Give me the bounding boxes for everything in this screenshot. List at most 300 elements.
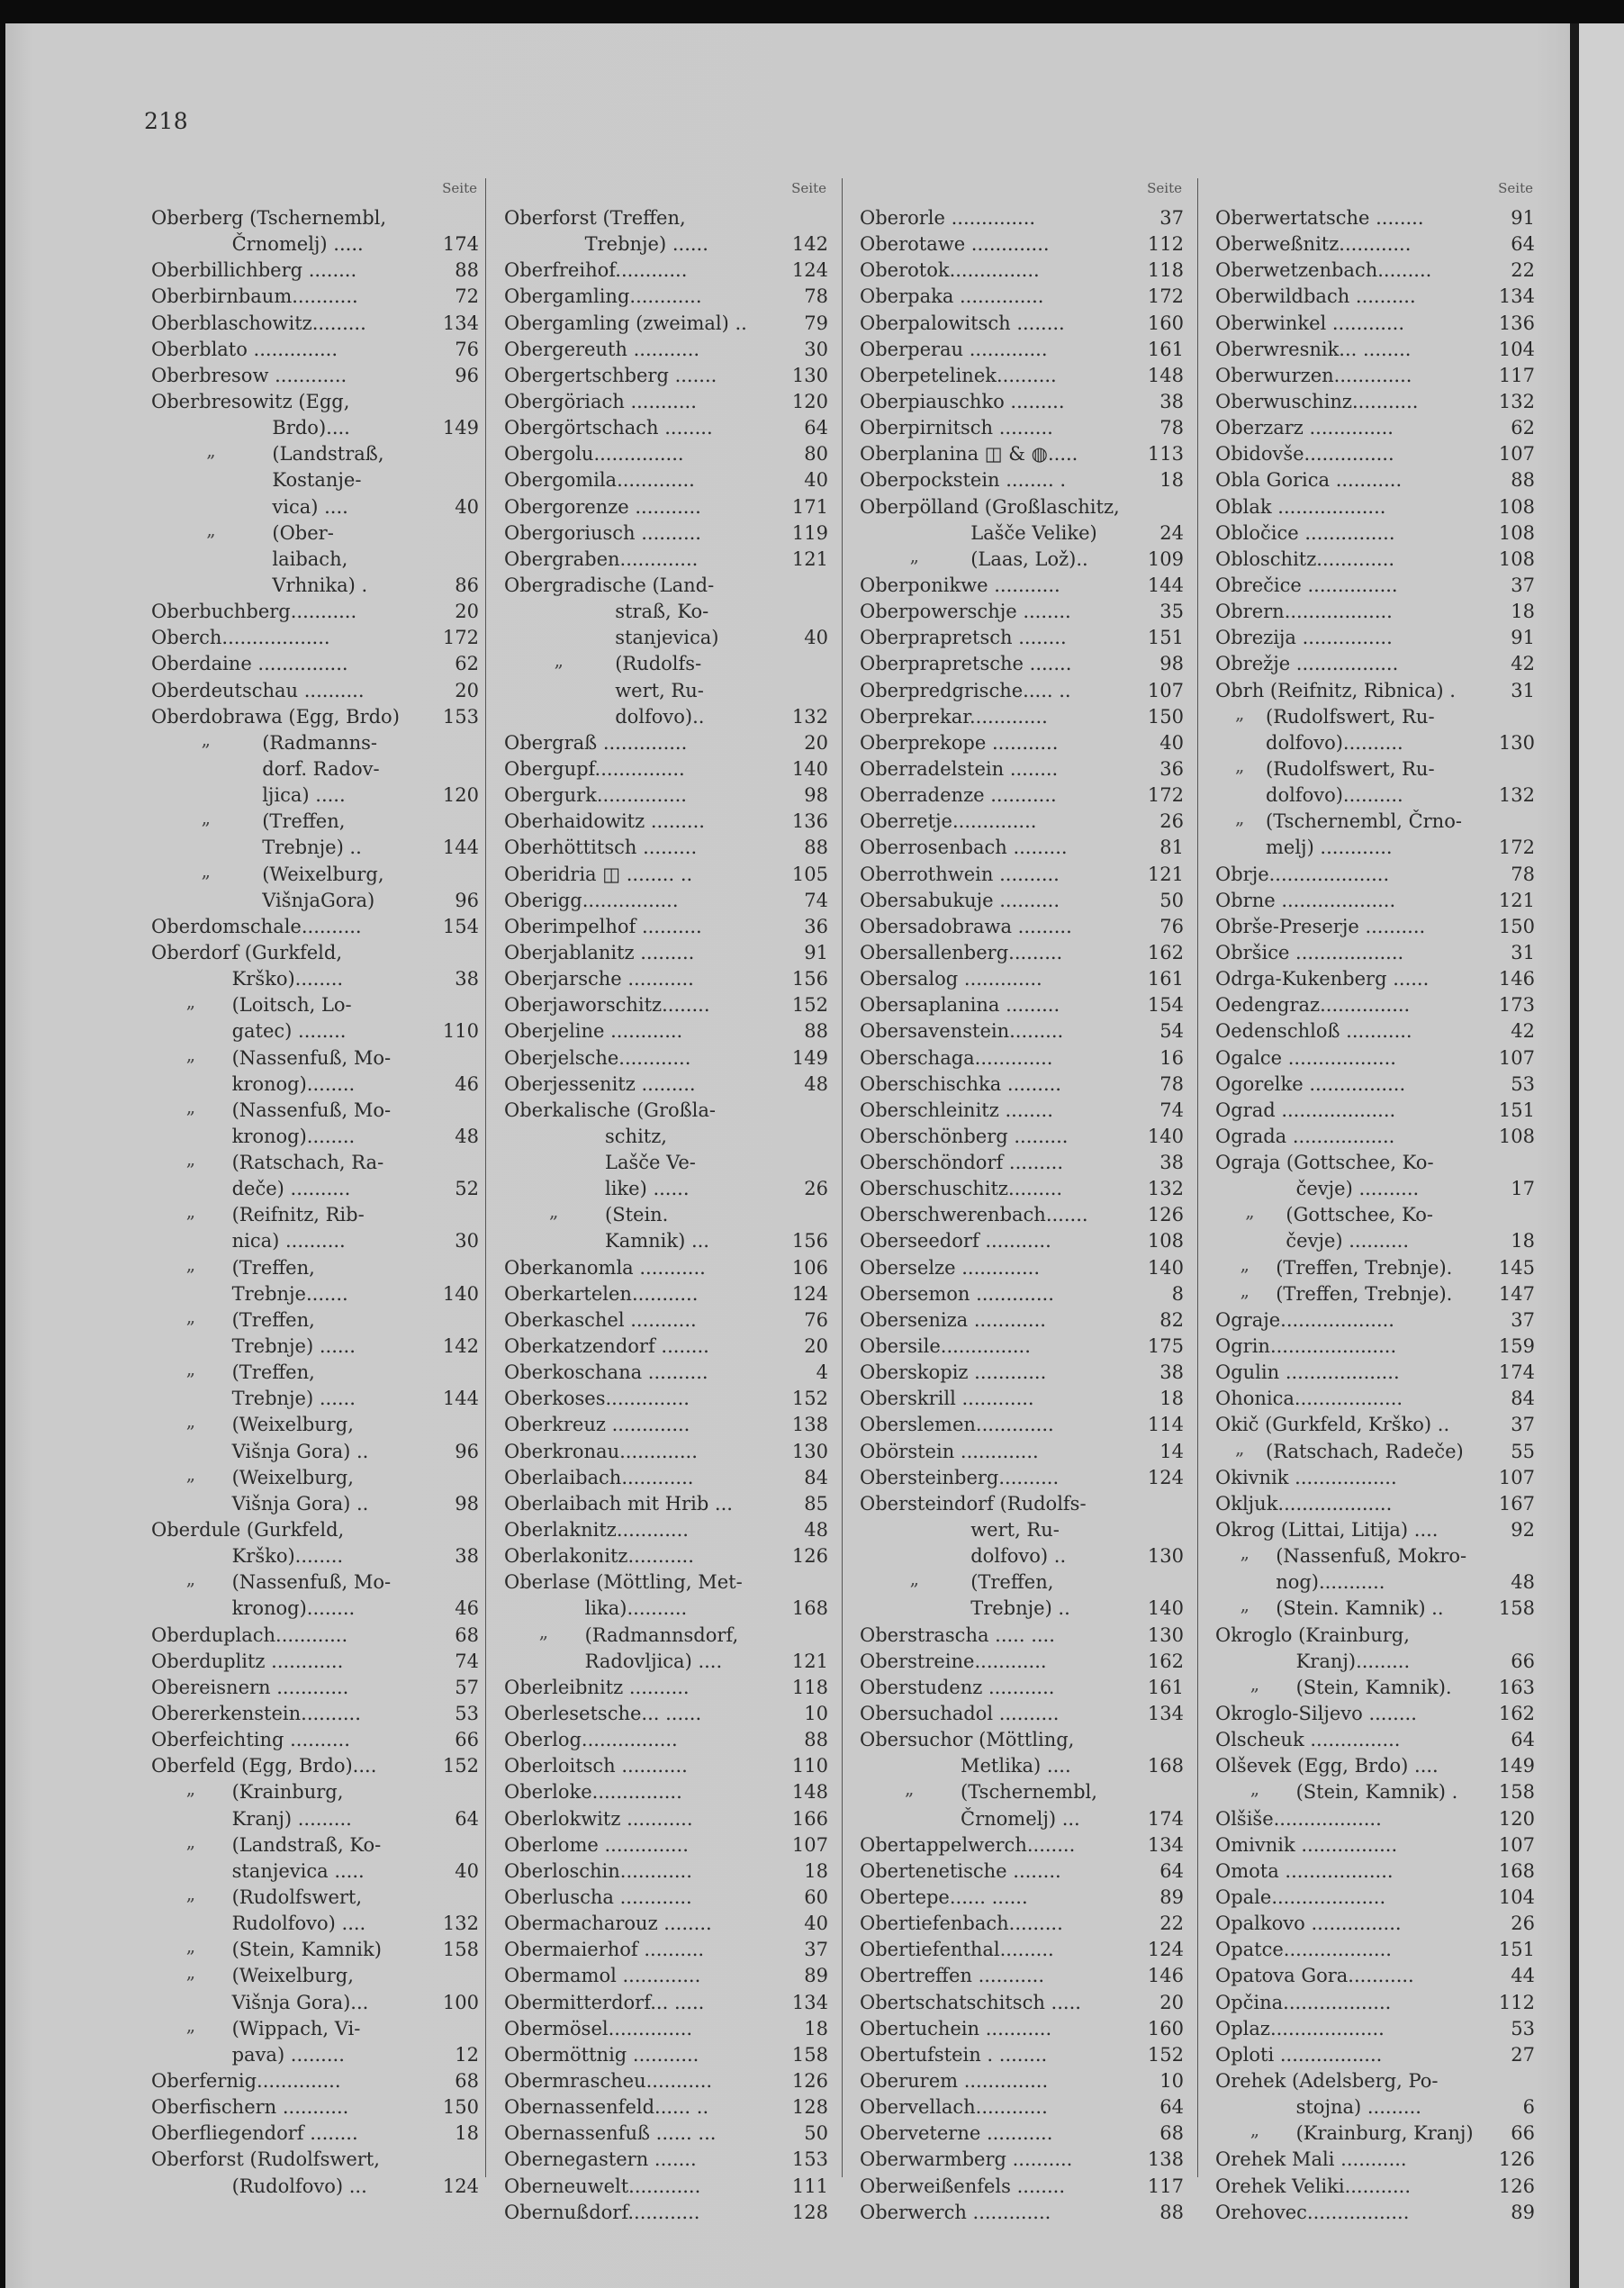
index-entry-line <box>860 2068 1184 2094</box>
index-entry <box>504 756 828 782</box>
place-name: Obertreffen ........... <box>860 1965 1045 1987</box>
place-name: Oberbirnbaum........... <box>151 285 358 308</box>
page-reference: 108 <box>1147 1230 1184 1253</box>
place-detail: Krško)........ <box>231 968 344 990</box>
index-entry-line <box>1215 809 1535 835</box>
index-entry <box>860 441 1184 467</box>
ditto-mark: „ <box>185 1961 196 1984</box>
index-entry <box>151 678 479 704</box>
place-detail: (Loitsch, Lo- <box>231 994 352 1017</box>
page-reference: 37 <box>804 1939 828 1961</box>
place-name: Ogrin..................... <box>1215 1335 1397 1358</box>
index-entry <box>860 2068 1184 2094</box>
place-name: Oberotawe ............. <box>860 233 1050 256</box>
index-entry-line <box>504 467 828 493</box>
index-entry <box>860 1176 1184 1202</box>
index-entry-line <box>1215 1386 1535 1412</box>
place-name: Oberschaga............. <box>860 1046 1053 1069</box>
place-detail: (Rudolfovo) ... <box>231 2175 367 2197</box>
index-entry <box>860 1885 1184 1911</box>
ditto-mark: „ <box>1240 1253 1250 1275</box>
index-entry-line <box>151 1281 479 1307</box>
place-name: Obertenetische ........ <box>860 1859 1061 1882</box>
index-entry <box>504 284 828 310</box>
page-reference: 156 <box>791 1230 828 1253</box>
page-reference: 134 <box>442 312 479 334</box>
index-entry <box>860 1623 1184 1649</box>
index-entry-line <box>504 625 828 651</box>
index-entry <box>151 859 479 914</box>
place-detail: (Treffen, Trebnje). <box>1276 1256 1453 1279</box>
index-entry <box>860 2042 1184 2068</box>
index-entry-line <box>151 625 479 651</box>
index-entry <box>504 1675 828 1701</box>
index-entry-line <box>504 1412 828 1438</box>
page-reference: 22 <box>1159 1913 1184 1935</box>
page-reference: 132 <box>791 705 828 728</box>
index-entry <box>1215 2016 1535 2042</box>
index-entry-line <box>1215 389 1535 415</box>
index-entry <box>151 1360 479 1412</box>
place-detail: Krško)........ <box>231 1545 344 1568</box>
page-reference: 174 <box>442 233 479 256</box>
index-entry-line <box>151 730 479 756</box>
index-entry-line <box>860 2147 1184 2173</box>
index-entry-line <box>860 2042 1184 2068</box>
index-entry-line <box>860 1569 1184 1596</box>
index-entry-line <box>860 1098 1184 1124</box>
place-name: Oberwildbach .......... <box>1215 285 1416 308</box>
place-name: Oberwertatsche ........ <box>1215 207 1424 229</box>
index-entry-line <box>1215 1937 1535 1963</box>
page-reference: 136 <box>791 810 828 833</box>
page-reference: 107 <box>791 1833 828 1856</box>
index-entry <box>151 992 479 1045</box>
place-detail: (Rudolfswert, <box>231 1886 363 1908</box>
index-entry <box>1215 914 1535 940</box>
place-name: Obergraben............. <box>504 547 699 570</box>
index-entry <box>1215 311 1535 337</box>
place-name: Orehek Veliki........... <box>1215 2175 1412 2197</box>
place-detail: like) ...... <box>605 1178 690 1200</box>
ditto-mark: „ <box>1240 1279 1250 1301</box>
page-reference: 132 <box>1498 390 1535 412</box>
place-name: Obersadobrawa ......... <box>860 915 1072 937</box>
ditto-mark: „ <box>185 1095 196 1117</box>
place-name: Oberseniza ............ <box>860 1308 1046 1331</box>
place-detail: Radovljica) .... <box>584 1650 723 1672</box>
index-entry <box>504 1832 828 1858</box>
index-entry-line <box>504 2094 828 2121</box>
ditto-mark: „ <box>185 1410 196 1433</box>
place-detail: dolfovo).......... <box>1266 784 1403 807</box>
page-reference: 81 <box>1159 837 1184 859</box>
page-reference: 37 <box>1511 1308 1535 1331</box>
page-reference: 10 <box>804 1703 828 1725</box>
index-entry-line <box>860 1412 1184 1438</box>
place-name: Oberrosenbach ......... <box>860 837 1068 859</box>
place-name: Oberstudenz ........... <box>860 1676 1055 1698</box>
index-entry <box>1215 1963 1535 1989</box>
index-entry-line <box>151 1990 479 2016</box>
place-detail: lika).......... <box>584 1597 688 1620</box>
ditto-mark: „ <box>1240 1594 1250 1616</box>
index-entry <box>860 1150 1184 1176</box>
index-entry-line <box>860 1858 1184 1885</box>
place-detail: Kostanje- <box>272 469 362 492</box>
page-reference: 130 <box>1147 1545 1184 1568</box>
index-entry-line <box>1215 520 1535 547</box>
place-detail: (Gottschee, Ko- <box>1286 1204 1434 1226</box>
place-detail: (Landstraß, Ko- <box>231 1833 382 1856</box>
page-reference: 142 <box>442 1335 479 1358</box>
place-detail: (Nassenfuß, Mo- <box>231 1571 392 1594</box>
place-name: Oberbresowitz (Egg, <box>151 390 350 412</box>
place-detail: Črnomelj) ... <box>961 1807 1080 1830</box>
page-reference: 18 <box>455 2122 479 2145</box>
page-reference: 130 <box>1498 731 1535 754</box>
place-name: Oberjarsche ........... <box>504 968 694 990</box>
index-entry-line <box>151 599 479 625</box>
index-entry-line <box>504 1255 828 1281</box>
place-name: Oberloitsch ........... <box>504 1755 688 1777</box>
index-entry-line <box>1215 284 1535 310</box>
index-entry-line <box>1215 1858 1535 1885</box>
column-divider <box>1197 178 1198 2177</box>
index-entry-line <box>504 782 828 809</box>
index-entry <box>151 2013 479 2068</box>
page-reference: 172 <box>442 627 479 649</box>
page-reference: 62 <box>455 653 479 675</box>
place-name: Oberkaschel ........... <box>504 1308 697 1331</box>
place-name: Omivnik ................ <box>1215 1833 1398 1856</box>
index-entry-line <box>151 284 479 310</box>
index-entry <box>504 2200 828 2226</box>
index-entry-line <box>1215 599 1535 625</box>
index-entry-line <box>860 651 1184 677</box>
index-entry <box>151 205 479 258</box>
page-reference: 156 <box>791 968 828 990</box>
index-entry <box>1215 2068 1535 2121</box>
index-entry <box>860 1937 1184 1963</box>
page-reference: 113 <box>1147 443 1184 466</box>
index-entry <box>1215 809 1535 861</box>
page-reference: 84 <box>1511 1388 1535 1410</box>
index-entry <box>860 415 1184 441</box>
page-reference: 121 <box>1498 889 1535 911</box>
place-name: Oberlokwitz ........... <box>504 1807 693 1830</box>
ditto-mark: „ <box>905 1777 915 1800</box>
place-detail: wert, Ru- <box>615 679 704 701</box>
page-reference: 96 <box>455 364 479 386</box>
index-entry <box>1215 1517 1535 1543</box>
index-entry-line <box>860 888 1184 914</box>
index-entry-line <box>860 2174 1184 2200</box>
page-reference: 110 <box>442 1020 479 1043</box>
index-entry <box>151 2147 479 2199</box>
page-reference: 40 <box>455 495 479 518</box>
ditto-mark: „ <box>909 1568 919 1590</box>
place-detail: (Weixelburg, <box>231 1466 354 1488</box>
index-entry <box>1215 1806 1535 1832</box>
page-reference: 158 <box>442 1939 479 1961</box>
place-detail: (Nassenfuß, Mo- <box>231 1046 392 1069</box>
place-name: Oberloke............... <box>504 1781 682 1804</box>
place-detail: (Radmanns- <box>262 731 377 754</box>
index-entry-line <box>151 1937 479 1963</box>
index-entry-line <box>1215 311 1535 337</box>
page-reference: 107 <box>1147 679 1184 701</box>
place-name: Obermitterdorf... ..... <box>504 1991 705 2013</box>
index-entry-line <box>1215 1543 1535 1569</box>
index-entry-line <box>860 1228 1184 1254</box>
index-entry-line <box>504 835 828 861</box>
place-name: Ogorelke ................ <box>1215 1072 1406 1095</box>
page-reference: 126 <box>791 1545 828 1568</box>
index-entry <box>504 914 828 940</box>
index-entry-line <box>1215 2147 1535 2173</box>
place-name: Obergurk............... <box>504 784 687 807</box>
index-entry-line <box>504 756 828 782</box>
index-entry <box>860 914 1184 940</box>
index-entry <box>151 1937 479 1963</box>
index-entry <box>860 2174 1184 2200</box>
place-name: Oberlaibach............ <box>504 1466 694 1488</box>
page-reference: 174 <box>1498 1361 1535 1384</box>
page-reference: 91 <box>804 941 828 963</box>
place-detail: dorf. Radov- <box>262 757 380 780</box>
place-name: Obla Gorica ........... <box>1215 469 1403 492</box>
page-reference: 62 <box>1511 417 1535 439</box>
page-reference: 108 <box>1498 1125 1535 1147</box>
ditto-mark: „ <box>185 1777 196 1800</box>
index-entry <box>860 599 1184 625</box>
page-reference: 26 <box>1511 1913 1535 1935</box>
place-detail: (Treffen, <box>231 1361 315 1384</box>
place-name: Oberlome .............. <box>504 1833 689 1856</box>
index-entry <box>151 2121 479 2147</box>
place-name: Obertepe...... ...... <box>860 1886 1028 1908</box>
place-name: Obersavenstein......... <box>860 1020 1064 1043</box>
place-name: Oberslemen............. <box>860 1414 1054 1436</box>
place-detail: Trebnje) .. <box>970 1597 1070 1620</box>
page-reference: 88 <box>804 1020 828 1043</box>
index-entry <box>860 337 1184 363</box>
place-name: Oberpalowitsch ........ <box>860 312 1065 334</box>
place-detail: Trebnje....... <box>231 1282 348 1305</box>
page-reference: 36 <box>1159 757 1184 780</box>
index-entry-line <box>860 992 1184 1018</box>
place-name: Oberurem .............. <box>860 2069 1049 2092</box>
index-entry-line <box>504 1569 828 1596</box>
place-name: Obermaierhof .......... <box>504 1939 705 1961</box>
index-entry-line <box>151 520 479 547</box>
place-name: Oberprapretsch ........ <box>860 627 1067 649</box>
index-entry <box>1215 678 1535 704</box>
index-entry-line <box>1215 1911 1535 1937</box>
index-entry-line <box>504 1620 828 1649</box>
place-name: Obergamling............ <box>504 285 702 308</box>
place-detail: Višnja Gora) .. <box>231 1440 369 1462</box>
place-name: Obernußdorf............ <box>504 2201 700 2223</box>
index-entry-line <box>151 1701 479 1727</box>
index-entry <box>1215 2042 1535 2068</box>
page-reference: 88 <box>1159 2201 1184 2223</box>
index-entry-line <box>1215 966 1535 992</box>
index-entry <box>504 782 828 809</box>
index-entry <box>151 1255 479 1307</box>
index-entry-line <box>504 862 828 888</box>
index-entry <box>504 730 828 756</box>
index-entry-line <box>1215 231 1535 258</box>
index-entry-line <box>1215 1753 1535 1779</box>
page-reference: 134 <box>791 1991 828 2013</box>
page-reference: 37 <box>1511 574 1535 596</box>
page-reference: 138 <box>791 1414 828 1436</box>
index-entry <box>504 1072 828 1098</box>
page-reference: 168 <box>1147 1755 1184 1777</box>
place-name: Oberfreihof............ <box>504 259 688 282</box>
index-entry-line <box>1215 1281 1535 1307</box>
index-entry-line <box>504 678 828 704</box>
page-reference: 42 <box>1511 1020 1535 1043</box>
place-detail: Lašče Ve- <box>605 1152 696 1174</box>
page-reference: 37 <box>1159 207 1184 229</box>
place-detail: stojna) ......... <box>1295 2096 1421 2119</box>
index-entry-line <box>1215 1124 1535 1150</box>
page-reference: 44 <box>1511 1965 1535 1987</box>
place-detail: Metlika) .... <box>961 1755 1071 1777</box>
page-reference: 40 <box>455 1859 479 1882</box>
index-entry-line <box>504 1990 828 2016</box>
page-reference: 68 <box>455 1623 479 1646</box>
place-name: Obločice ............... <box>1215 521 1395 544</box>
page-reference: 98 <box>455 1492 479 1515</box>
index-entry-line <box>504 992 828 1018</box>
index-entry-line <box>151 1832 479 1858</box>
index-entry-line <box>860 1779 1184 1805</box>
index-entry-line <box>1215 862 1535 888</box>
index-entry <box>860 2016 1184 2042</box>
place-name: Ograje................... <box>1215 1308 1394 1331</box>
page-reference: 140 <box>1147 1597 1184 1620</box>
place-name: Oberveterne ........... <box>860 2122 1053 2145</box>
index-entry <box>504 1360 828 1386</box>
index-entry-line <box>1215 1727 1535 1753</box>
index-entry-line <box>860 573 1184 599</box>
index-entry <box>1215 2174 1535 2200</box>
index-entry-line <box>860 1255 1184 1281</box>
index-entry <box>504 1753 828 1779</box>
place-name: Odrga-Kukenberg ...... <box>1215 968 1430 990</box>
index-entry <box>504 862 828 888</box>
index-entry-line <box>151 678 479 704</box>
place-detail: nica) .......... <box>231 1230 346 1253</box>
place-name: Oberpowerschje ........ <box>860 601 1071 623</box>
place-detail: (Wippach, Vi- <box>231 2017 361 2039</box>
index-entry-line <box>504 1491 828 1517</box>
index-entry <box>1215 1307 1535 1334</box>
place-name: Obertuchein ........... <box>860 2017 1052 2039</box>
page-reference: 158 <box>791 2043 828 2066</box>
index-entry-line <box>504 1098 828 1124</box>
index-entry-line <box>151 1491 479 1517</box>
place-detail: (Ratschach, Radeče) <box>1266 1440 1464 1462</box>
page-reference: 162 <box>1147 1650 1184 1672</box>
index-entry <box>504 1412 828 1438</box>
place-name: Oberfliegendorf ........ <box>151 2122 358 2145</box>
page-reference: 91 <box>1511 207 1535 229</box>
page-reference: 64 <box>1511 233 1535 256</box>
page-reference: 31 <box>1511 679 1535 701</box>
page-reference: 140 <box>791 757 828 780</box>
ditto-mark: „ <box>1235 807 1245 829</box>
page-reference: 152 <box>791 1388 828 1410</box>
index-entry <box>1215 701 1535 756</box>
index-entry <box>504 888 828 914</box>
index-entry <box>151 1150 479 1202</box>
page-reference: 18 <box>1159 469 1184 492</box>
page-reference: 80 <box>804 443 828 466</box>
place-detail: (Rudolfs- <box>615 653 702 675</box>
index-entry-line <box>860 1124 1184 1150</box>
place-name: Ohonica.................. <box>1215 1388 1403 1410</box>
index-entry <box>1215 1150 1535 1202</box>
index-entry <box>860 1412 1184 1438</box>
index-entry-line <box>504 888 828 914</box>
place-name: Obertufstein . ........ <box>860 2043 1048 2066</box>
index-entry-line <box>1215 441 1535 467</box>
page-reference: 140 <box>1147 1125 1184 1147</box>
index-entry <box>151 284 479 310</box>
page-reference: 147 <box>1498 1282 1535 1305</box>
index-entry <box>860 1858 1184 1885</box>
index-entry-line <box>151 1858 479 1885</box>
place-name: Obergöriach ........... <box>504 390 697 412</box>
page-reference: 64 <box>1159 1859 1184 1882</box>
index-entry-line <box>504 1727 828 1753</box>
index-entry-line <box>860 1990 1184 2016</box>
place-name: Ogulin ................... <box>1215 1361 1400 1384</box>
index-entry <box>504 940 828 966</box>
index-entry <box>860 1727 1184 1779</box>
page-reference: 85 <box>804 1492 828 1515</box>
page-reference: 153 <box>442 705 479 728</box>
place-name: Oberschönberg ......... <box>860 1125 1069 1147</box>
page-reference: 134 <box>1147 1703 1184 1725</box>
page-reference: 30 <box>804 338 828 360</box>
index-entry-line <box>1215 1334 1535 1360</box>
index-entry-line <box>860 625 1184 651</box>
page-reference: 108 <box>1498 495 1535 518</box>
place-detail: (Laas, Lož).. <box>970 547 1088 570</box>
ditto-mark: „ <box>1250 1777 1260 1800</box>
page-reference: 130 <box>1147 1623 1184 1646</box>
index-entry <box>504 547 828 573</box>
index-entry <box>151 940 479 992</box>
place-name: Oberkalische (Großla- <box>504 1099 716 1121</box>
index-entry-line <box>1215 914 1535 940</box>
page-reference: 110 <box>791 1755 828 1777</box>
index-entry <box>504 1491 828 1517</box>
page-reference: 151 <box>1498 1099 1535 1121</box>
place-name: Obersemon ............. <box>860 1282 1054 1305</box>
index-entry-line <box>1215 678 1535 704</box>
page-reference: 172 <box>1498 837 1535 859</box>
index-entry <box>860 966 1184 992</box>
index-entry-line <box>860 1072 1184 1098</box>
index-entry-line <box>151 389 479 415</box>
